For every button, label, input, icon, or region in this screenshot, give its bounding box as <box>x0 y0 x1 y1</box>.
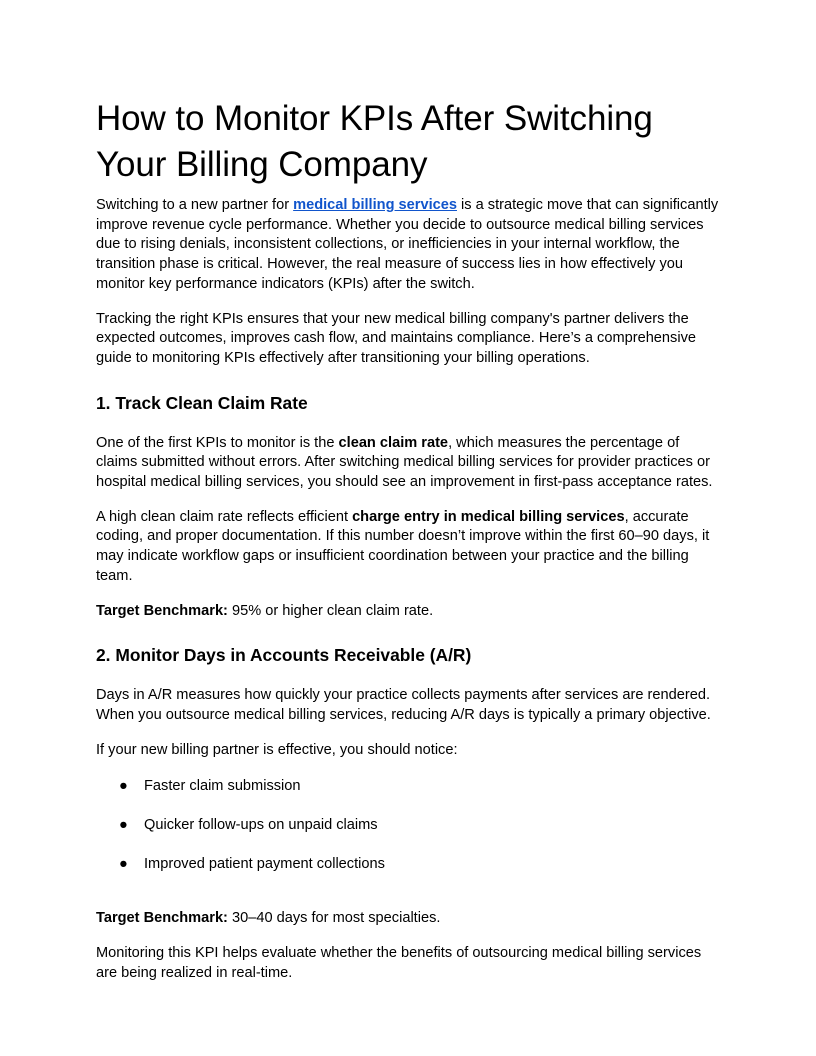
list-item <box>96 816 720 836</box>
intro-text-before-link: Switching to a new partner for <box>96 197 294 213</box>
benefits-list <box>96 777 720 874</box>
list-item <box>96 855 720 875</box>
ar-target-benchmark <box>96 909 720 929</box>
charge-entry-paragraph <box>96 508 720 587</box>
intro-paragraph <box>96 196 720 295</box>
clean-claim-text-after: , which measures the percentage of claims submitted without errors. After switching medical billing services for provider practices or hospital medical billing services, you should see an improvement in first-pass acceptance rates. <box>96 434 713 491</box>
bullet-icon: ● <box>119 817 128 834</box>
section-heading-clean-claim-rate: 1. Track Clean Claim Rate <box>96 392 308 413</box>
list-item <box>96 777 720 797</box>
target-benchmark-value: 95% or higher clean claim rate. <box>227 602 434 619</box>
target-benchmark-label: Target Benchmark: <box>96 602 228 619</box>
medical-billing-services-link[interactable]: medical billing services <box>293 197 457 213</box>
clean-claim-text-before: One of the first KPIs to monitor is the <box>96 434 339 451</box>
days-in-ar-paragraph: Days in A/R measures how quickly your practice collects payments after services are rendered. When you outsource medical billing services, reducing A/R days is typically a primary objective. <box>96 687 711 723</box>
bullet-icon: ● <box>119 855 128 872</box>
bullet-icon: ● <box>119 778 128 795</box>
clean-claim-paragraph <box>96 434 720 493</box>
charge-entry-text-before: A high clean claim rate reflects efficient <box>96 508 353 525</box>
page-title: How to Monitor KPIs After Switching Your Billing Company <box>96 99 653 184</box>
target-benchmark-value: 30–40 days for most specialties. <box>227 910 441 927</box>
monitoring-kpi-paragraph: Monitoring this KPI helps evaluate whether the benefits of outsourcing medical billing services are being realized in real-time. <box>96 945 702 981</box>
list-item-text: Improved patient payment collections <box>144 855 385 872</box>
spacer <box>96 893 720 909</box>
intro-text-after-link: is a strategic move that can significantly improve revenue cycle performance. Whether you decide to outsource medical billing services due to rising denials, inconsistent collections, or inefficiencies in your internal workflow, the transition phase is critical. However, the real measure of success lies in how effectively you monitor key performance indicators (KPIs) after the switch. <box>96 197 719 292</box>
clean-claim-rate-term: clean claim rate <box>338 434 449 451</box>
target-benchmark-label: Target Benchmark: <box>96 910 228 927</box>
clean-claim-target-benchmark <box>96 602 720 622</box>
list-item-text: Faster claim submission <box>144 778 301 795</box>
document-page <box>96 96 720 999</box>
billing-partner-intro: If your new billing partner is effective, you should notice: <box>96 741 458 758</box>
charge-entry-term: charge entry in medical billing services <box>352 508 625 525</box>
overview-paragraph: Tracking the right KPIs ensures that your new medical billing company's partner delivers the expected outcomes, improves cash flow, and maintains compliance. Here’s a comprehensive guide to monitoring KPIs effectively after transitioning your billing operations. <box>96 310 696 366</box>
section-heading-days-in-ar: 2. Monitor Days in Accounts Receivable (A/R) <box>96 645 472 666</box>
list-item-text: Quicker follow-ups on unpaid claims <box>144 817 378 834</box>
charge-entry-text-after: , accurate coding, and proper documentation. If this number doesn’t improve within the first 60–90 days, it may indicate workflow gaps or insufficient coordination between your practice and the billing team. <box>96 508 710 584</box>
